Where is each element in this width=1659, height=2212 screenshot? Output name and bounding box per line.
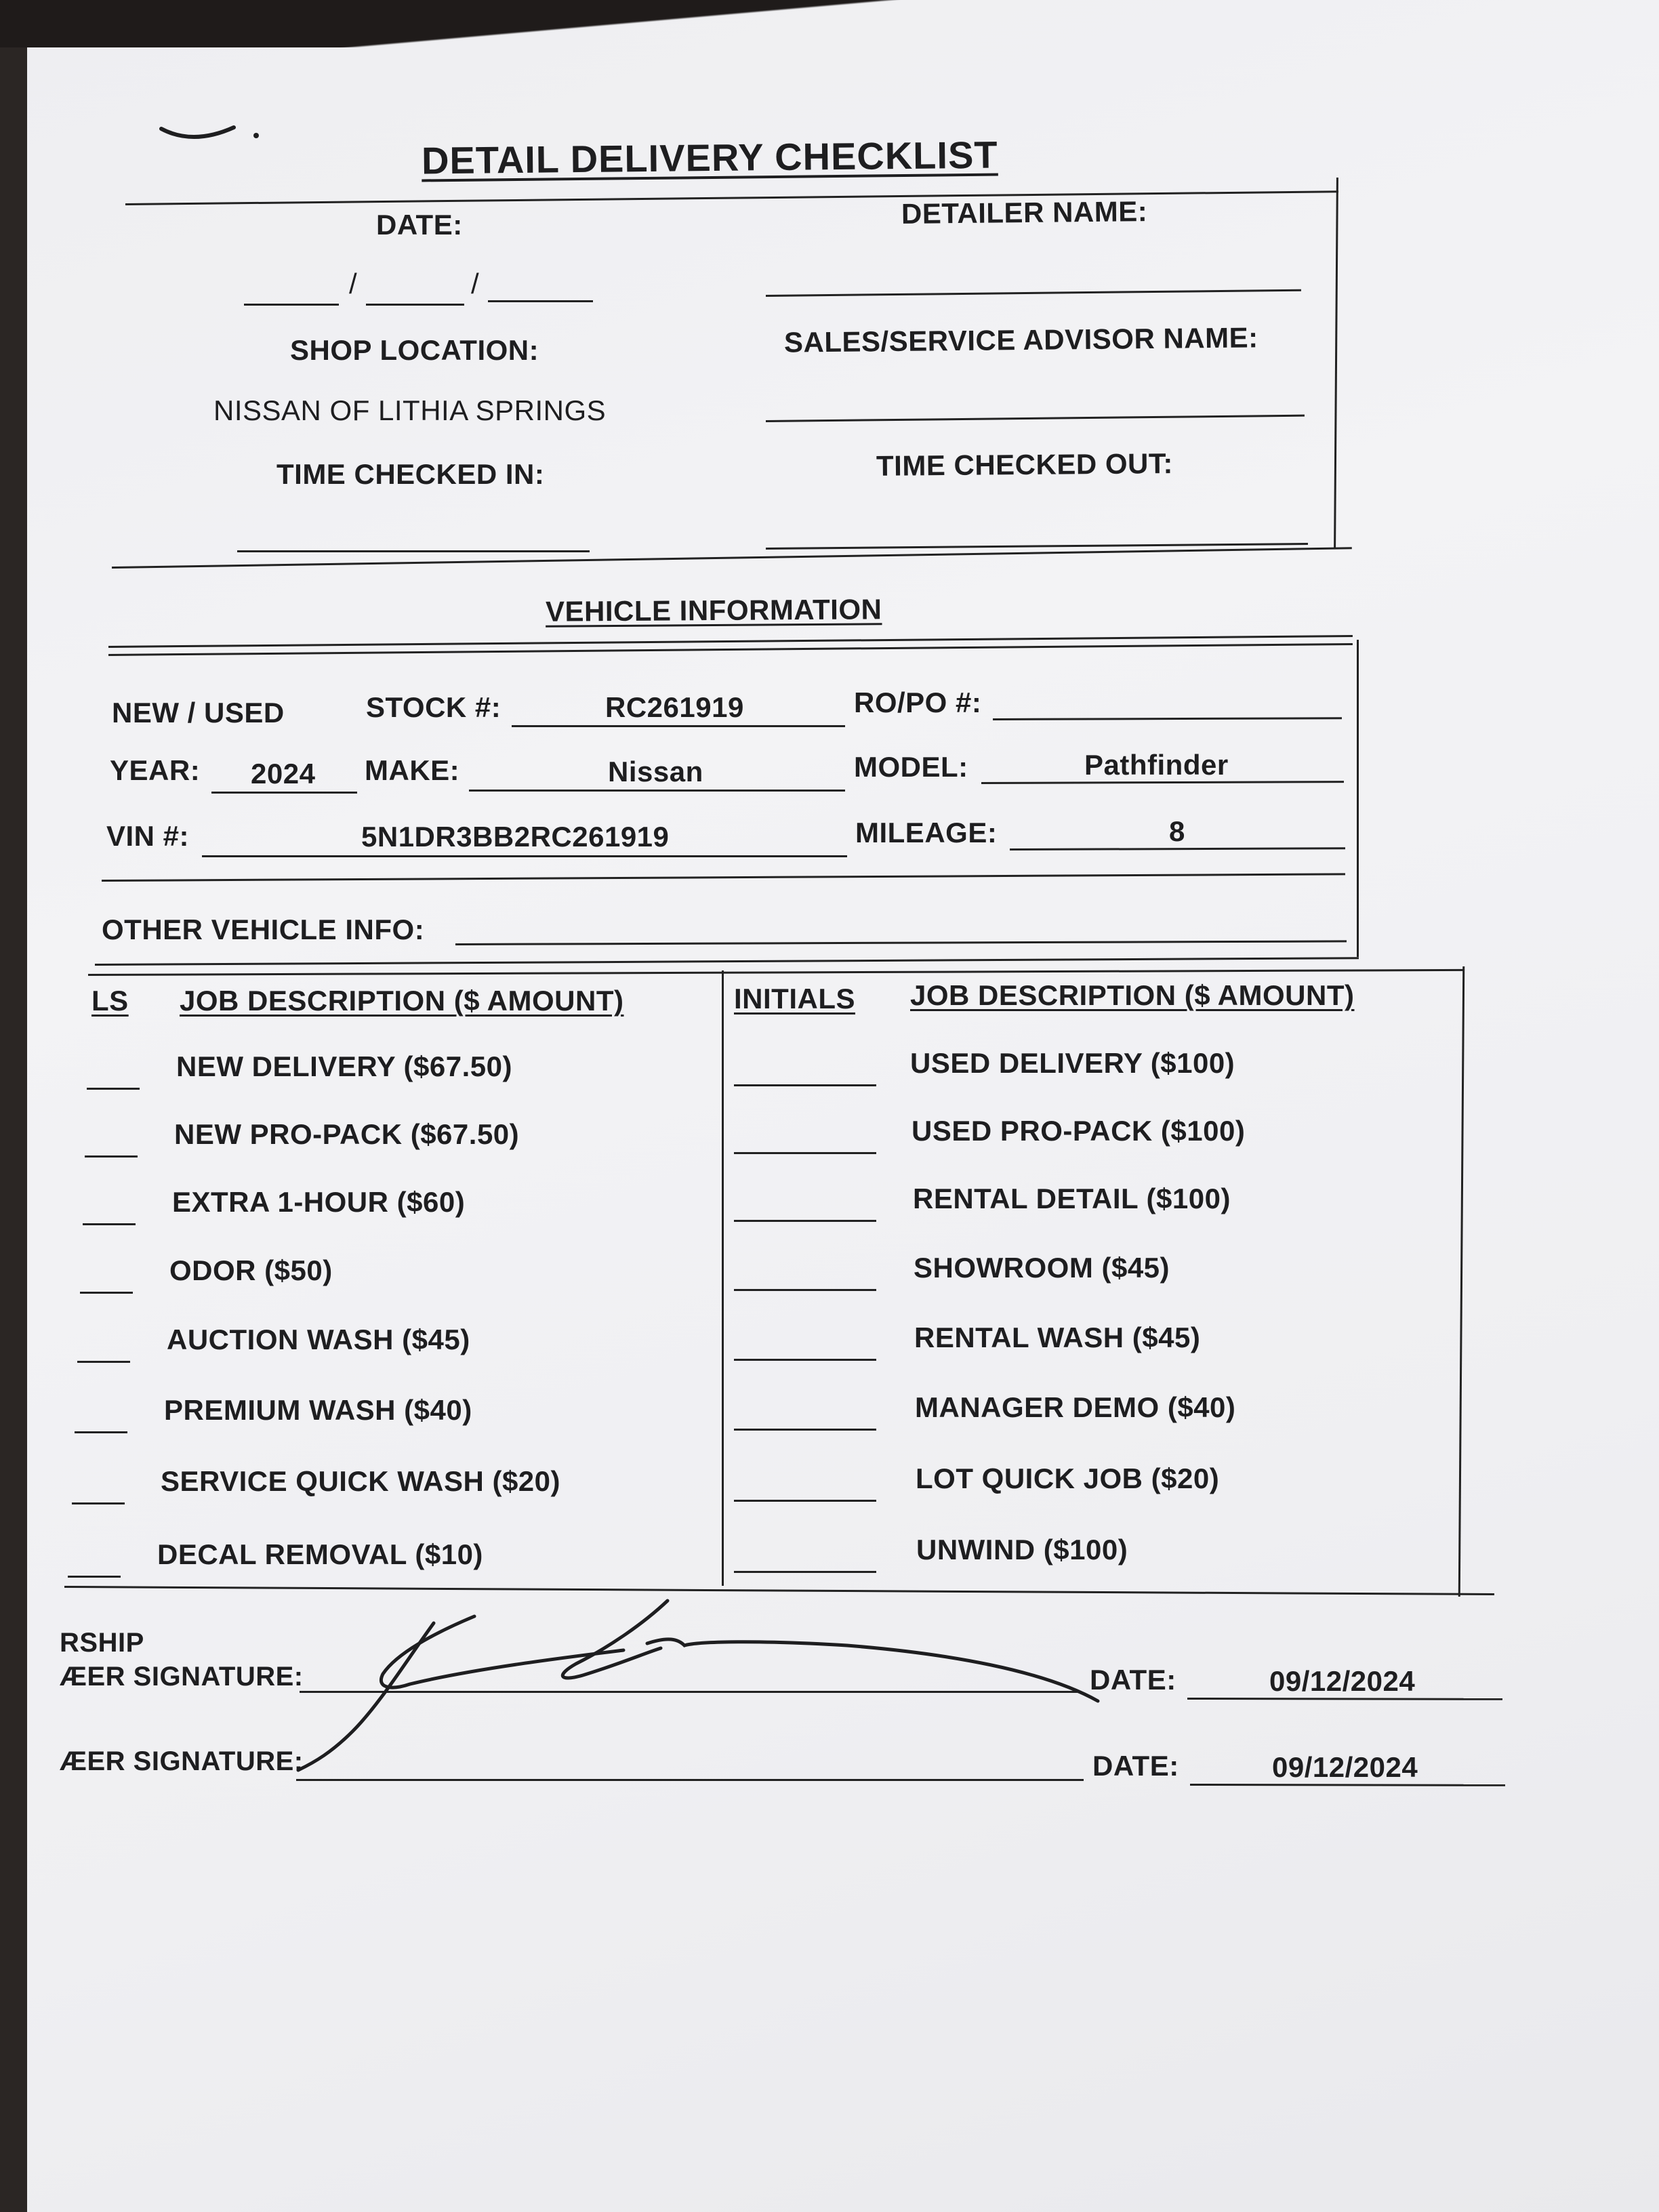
initials-field[interactable] [734,1289,876,1291]
date-month-field[interactable] [244,304,339,306]
time-out-label: TIME CHECKED OUT: [876,447,1174,482]
make-label: MAKE: [365,754,460,786]
job-item: EXTRA 1-HOUR ($60) [172,1186,466,1218]
initials-field[interactable] [68,1576,121,1578]
vehicle-section-title: VEHICLE INFORMATION [545,593,882,628]
date-day-field[interactable] [366,304,464,306]
shop-location-value: NISSAN OF LITHIA SPRINGS [213,394,607,426]
job-item: AUCTION WASH ($45) [167,1324,470,1355]
initials-field[interactable] [734,1429,876,1431]
initials-field[interactable] [734,1084,876,1086]
detailer-name-label: DETAILER NAME: [901,195,1148,230]
model-label: MODEL: [854,751,968,783]
job-item: UNWIND ($100) [916,1534,1128,1565]
job-item: USED DELIVERY ($100) [910,1047,1235,1079]
job-item: SERVICE QUICK WASH ($20) [161,1465,561,1497]
make-field[interactable] [469,790,845,792]
job-item: LOT QUICK JOB ($20) [916,1462,1220,1494]
model-value: Pathfinder [1084,749,1229,781]
date-1-value: 09/12/2024 [1269,1665,1416,1697]
initials-field[interactable] [734,1359,876,1361]
new-used-label[interactable]: NEW / USED [112,697,285,729]
page-title: DETAIL DELIVERY CHECKLIST [421,133,998,182]
job-item: NEW PRO-PACK ($67.50) [174,1118,520,1150]
vehicle-box-right-line [1357,640,1359,957]
stock-label: STOCK #: [366,691,501,723]
job-item: RENTAL WASH ($45) [914,1322,1201,1353]
job-item: USED PRO-PACK ($100) [912,1115,1246,1147]
date-1-label: DATE: [1090,1664,1176,1696]
left-initials-header: LS [91,985,129,1017]
vin-label: VIN #: [106,820,190,852]
job-item: MANAGER DEMO ($40) [915,1391,1236,1423]
date-separator: / [349,268,358,300]
initials-field[interactable] [83,1223,136,1225]
make-value: Nissan [608,756,703,787]
time-in-field[interactable] [237,550,590,552]
vin-value: 5N1DR3BB2RC261919 [361,821,670,853]
jobs-table-center-line [722,970,724,1586]
date-year-field[interactable] [488,300,593,302]
other-info-label: OTHER VEHICLE INFO: [102,914,425,945]
job-item: PREMIUM WASH ($40) [164,1394,472,1426]
date-2-label: DATE: [1092,1750,1179,1782]
initials-field[interactable] [87,1088,140,1090]
job-item: SHOWROOM ($45) [914,1252,1170,1284]
dealership-label: RSHIP [60,1628,144,1658]
vin-field[interactable] [202,855,847,857]
date-separator: / [471,268,480,300]
ro-po-label: RO/PO #: [854,687,982,718]
right-job-header: JOB DESCRIPTION ($ AMOUNT) [910,979,1355,1011]
manager-signature-label-2: ÆER SIGNATURE: [60,1746,304,1776]
left-job-header: JOB DESCRIPTION ($ AMOUNT) [180,985,624,1017]
year-value: 2024 [251,758,316,790]
advisor-name-label: SALES/SERVICE ADVISOR NAME: [783,321,1258,359]
initials-field[interactable] [72,1502,125,1504]
initials-field[interactable] [85,1155,138,1158]
initials-field[interactable] [734,1500,876,1502]
manager-signature-label: ÆER SIGNATURE: [60,1662,304,1692]
initials-field[interactable] [734,1220,876,1222]
initials-field[interactable] [80,1292,133,1294]
mileage-label: MILEAGE: [855,817,998,848]
date-2-value: 09/12/2024 [1272,1751,1418,1783]
mileage-value: 8 [1169,815,1185,847]
initials-field[interactable] [734,1152,876,1154]
initials-field[interactable] [75,1431,127,1433]
initials-field[interactable] [77,1361,130,1363]
right-initials-header: INITIALS [734,983,855,1015]
time-in-label: TIME CHECKED IN: [276,458,545,490]
job-item: DECAL REMOVAL ($10) [157,1538,483,1570]
job-item: RENTAL DETAIL ($100) [913,1183,1231,1214]
job-item: ODOR ($50) [169,1254,333,1286]
year-label: YEAR: [110,754,201,786]
year-field[interactable] [211,792,357,794]
manager-signature-field-2[interactable] [296,1779,1084,1781]
date-label: DATE: [376,209,463,241]
initials-field[interactable] [734,1571,876,1573]
stock-field[interactable] [512,725,845,727]
stock-value: RC261919 [605,691,744,723]
shop-location-label: SHOP LOCATION: [290,334,539,366]
manager-signature-field[interactable] [300,1691,1079,1693]
desk-background [0,0,1659,47]
job-item: NEW DELIVERY ($67.50) [176,1050,512,1082]
